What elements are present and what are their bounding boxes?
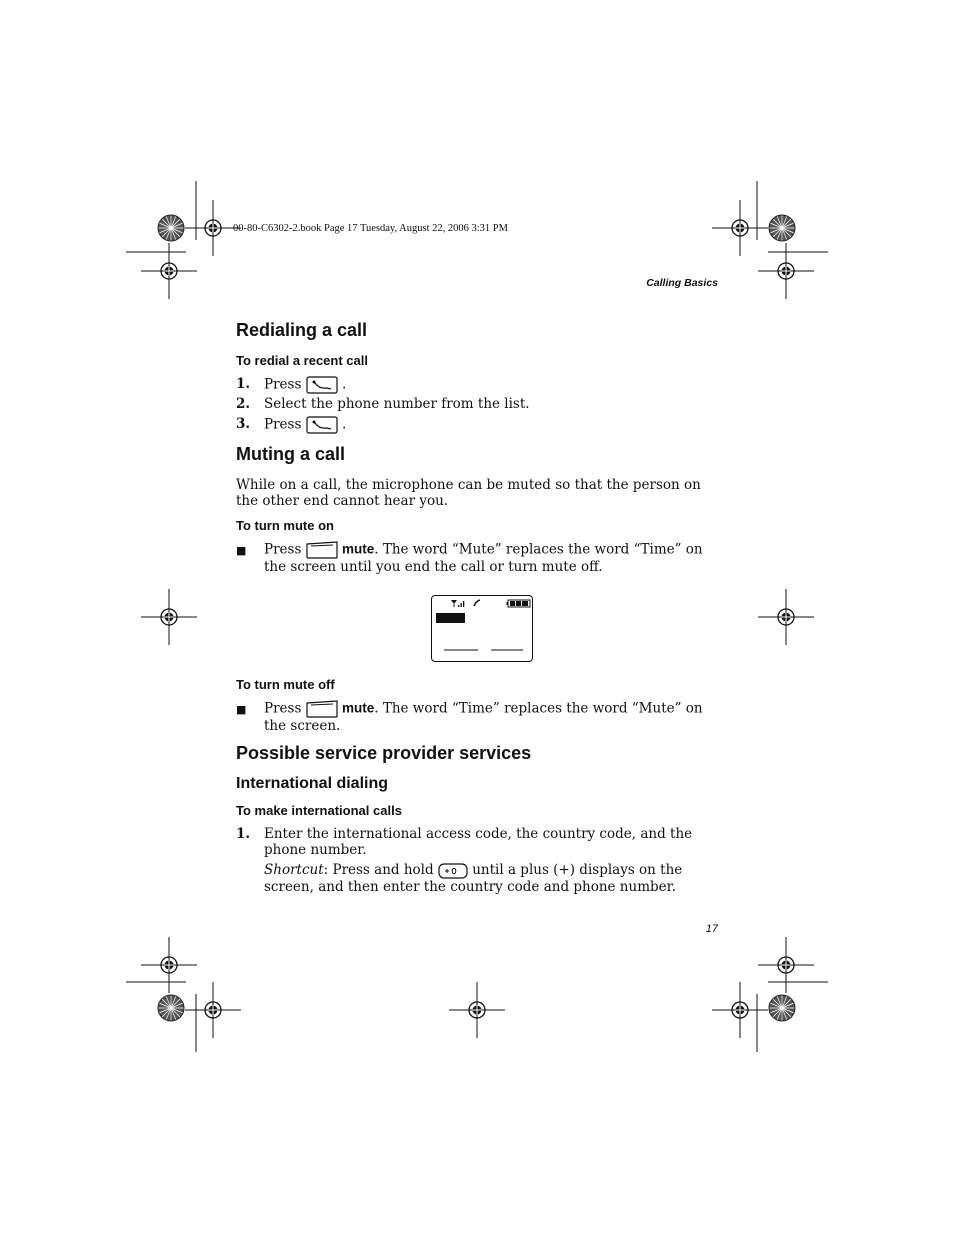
section-title-redialing: Redialing a call (236, 320, 368, 340)
bullet-marker: ■ (236, 703, 247, 716)
book-header-line: 00-80-C6302-2.book Page 17 Tuesday, August 22, 2006 3:31 PM (233, 223, 508, 234)
subsection-title-mute-off: To turn mute off (236, 677, 335, 692)
call-in-progress-icon (474, 600, 480, 606)
shortcut-text: Shortcut: Press and hold until a plus (+) displays on the screen, and then enter the country code and phone number. (264, 862, 683, 895)
mute-on-instruction: Press mute. The word “Mute” replaces the word “Time” on the screen until you end the call or turn mute off. (264, 541, 703, 575)
step-text: Select the phone number from the list. (264, 396, 530, 412)
step-text: Press . (264, 416, 347, 433)
step-number: 2. (236, 396, 251, 412)
battery-icon (507, 600, 531, 607)
phone-screen-illustration (431, 595, 533, 662)
step-text: Enter the international access code, the country code, and the phone number. (264, 826, 693, 858)
left-softkey-icon (306, 541, 338, 559)
step-number: 1. (236, 826, 251, 842)
mute-off-instruction: Press mute. The word “Time” replaces the word “Mute” on the screen. (264, 700, 703, 734)
page-number: 17 (705, 923, 718, 935)
section-title-services: Possible service provider services (236, 743, 532, 763)
send-key-icon (306, 416, 338, 434)
mute-intro: While on a call, the microphone can be muted so that the person on the other end cannot hear you. (236, 477, 701, 509)
signal-strength-icon (451, 600, 464, 607)
zero-plus-key-icon (438, 863, 468, 879)
subsection-title-international: International dialing (236, 775, 389, 792)
bullet-marker: ■ (236, 544, 247, 557)
subsection-title-redial-recent: To redial a recent call (236, 353, 368, 368)
step-number: 1. (236, 376, 251, 392)
subsection-title-mute-on: To turn mute on (236, 518, 334, 533)
left-softkey-icon (306, 700, 338, 718)
step-text: Press . (264, 376, 347, 393)
running-head: Calling Basics (646, 277, 718, 289)
highlight-bar (436, 613, 465, 623)
subsubsection-title-international-calls: To make international calls (236, 803, 402, 818)
send-key-icon (306, 376, 338, 394)
section-title-muting: Muting a call (236, 444, 346, 464)
step-number: 3. (236, 416, 251, 432)
phone-screen-graphics (432, 596, 532, 660)
